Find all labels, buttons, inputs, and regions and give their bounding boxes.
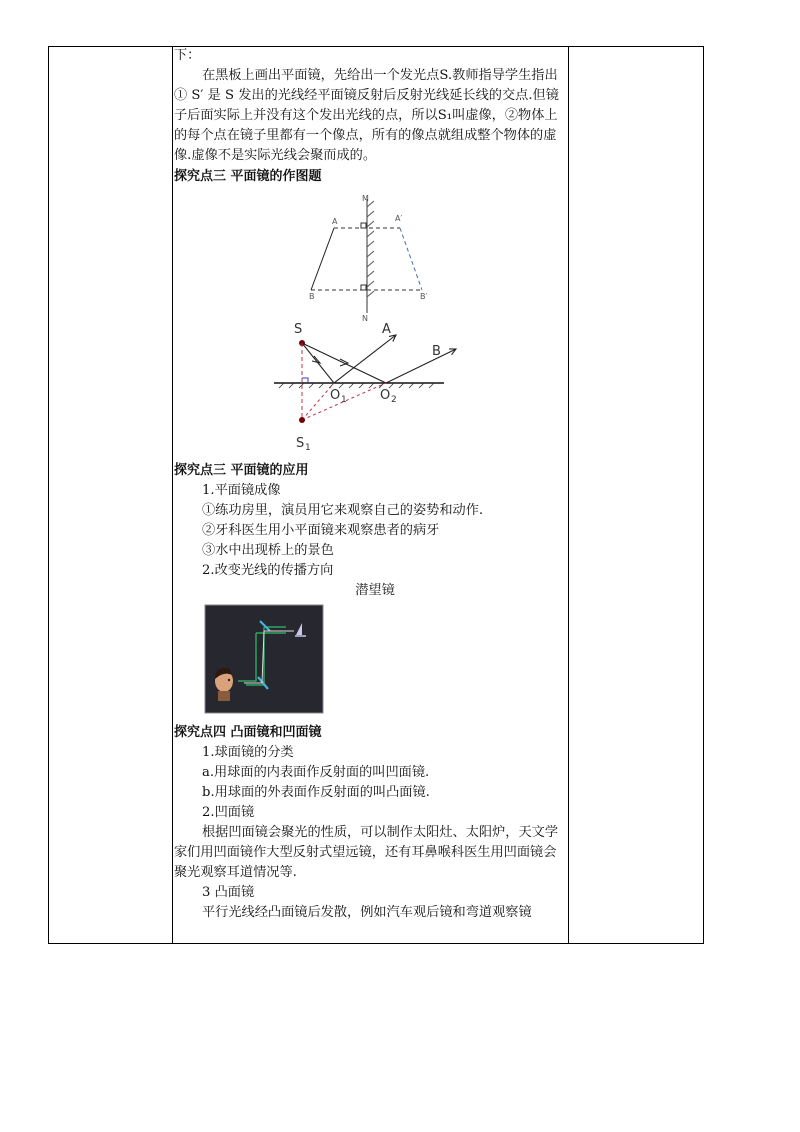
convex-title: 3 凸面镜 xyxy=(202,885,255,900)
label-n: N xyxy=(362,314,368,321)
label-o1: O xyxy=(330,388,341,403)
label-a-prime: A′ xyxy=(395,214,403,223)
reflected-ray-b xyxy=(386,349,456,383)
reflection-ray-figure xyxy=(174,323,568,459)
concave-paragraph: 根据凹面镜会聚光的性质，可以制作太阳灶、太阳炉，天文学家们用凹面镜作大型反射式望远镜，还有耳鼻喉科医生用凹面镜会聚光观察耳道情况等. xyxy=(174,825,559,880)
object-ab xyxy=(311,228,334,290)
column-divider-right xyxy=(568,47,569,943)
list-item: b.用球面的外表面作反射面的叫凸面镜. xyxy=(202,785,430,800)
mirror-hatching xyxy=(367,201,374,297)
list-item: ①练功房里，演员用它来观察自己的姿势和动作. xyxy=(202,503,484,518)
intro-paragraph: 在黑板上画出平面镜，先给出一个发光点S.教师指导学生指出① S′ 是 S 发出的光线经平面镜反射后反射光线延长线的交点.但镜子后面实际上并没有这个发出光线的点，所以S₁叫虚像，②物体上的每个点在镜子里都有一个像点，所有的像点就组成整个物体的虚像.虚像不是实际光线会聚而成的。 xyxy=(174,68,559,163)
right-angle-mark-top xyxy=(361,223,366,228)
list-item: 2.凹面镜 xyxy=(202,805,255,820)
label-o2: O xyxy=(380,388,391,403)
label-ray-a: A xyxy=(382,323,391,337)
label-ray-b: B xyxy=(432,344,441,359)
image-ab xyxy=(400,228,422,290)
reflected-ray-a xyxy=(334,335,396,383)
list-item: ②牙科医生用小平面镜来观察患者的病牙 xyxy=(202,523,440,538)
section-title-application: 探究点三 平面镜的应用 xyxy=(174,463,309,478)
label-o2-sub: 2 xyxy=(391,395,397,405)
intro-line: 下： xyxy=(174,48,201,63)
periscope-caption: 潜望镜 xyxy=(355,583,395,598)
mirror-drawing-figure xyxy=(174,191,568,321)
label-s1: S xyxy=(296,436,305,451)
list-item: ③水中出现桥上的景色 xyxy=(202,543,334,558)
section-title-drawing: 探究点三 平面镜的作图题 xyxy=(174,169,322,184)
list-item: 1.球面镜的分类 xyxy=(202,745,294,760)
convex-paragraph: 平行光线经凸面镜后发散，例如汽车观后镜和弯道观察镜 xyxy=(202,905,532,920)
label-s1-sub: 1 xyxy=(305,443,311,453)
label-m: M xyxy=(362,194,369,203)
incident-ray-2 xyxy=(302,343,386,383)
list-item: 2.改变光线的传播方向 xyxy=(202,563,334,578)
label-b-prime: B′ xyxy=(420,292,428,301)
label-o1-sub: 1 xyxy=(341,395,347,405)
section-title-spherical: 探究点四 凸面镜和凹面镜 xyxy=(174,725,322,740)
label-a: A xyxy=(332,217,338,226)
label-s: S xyxy=(294,323,303,337)
label-b: B xyxy=(309,292,315,301)
list-item: a.用球面的内表面作反射面的叫凹面镜. xyxy=(202,765,430,780)
column-divider-left xyxy=(172,47,173,943)
content-cell xyxy=(174,46,568,923)
periscope-image xyxy=(174,603,568,715)
image-point xyxy=(299,417,305,423)
list-item: 1.平面镜成像 xyxy=(202,483,281,498)
right-angle-mark-bottom xyxy=(361,285,366,290)
